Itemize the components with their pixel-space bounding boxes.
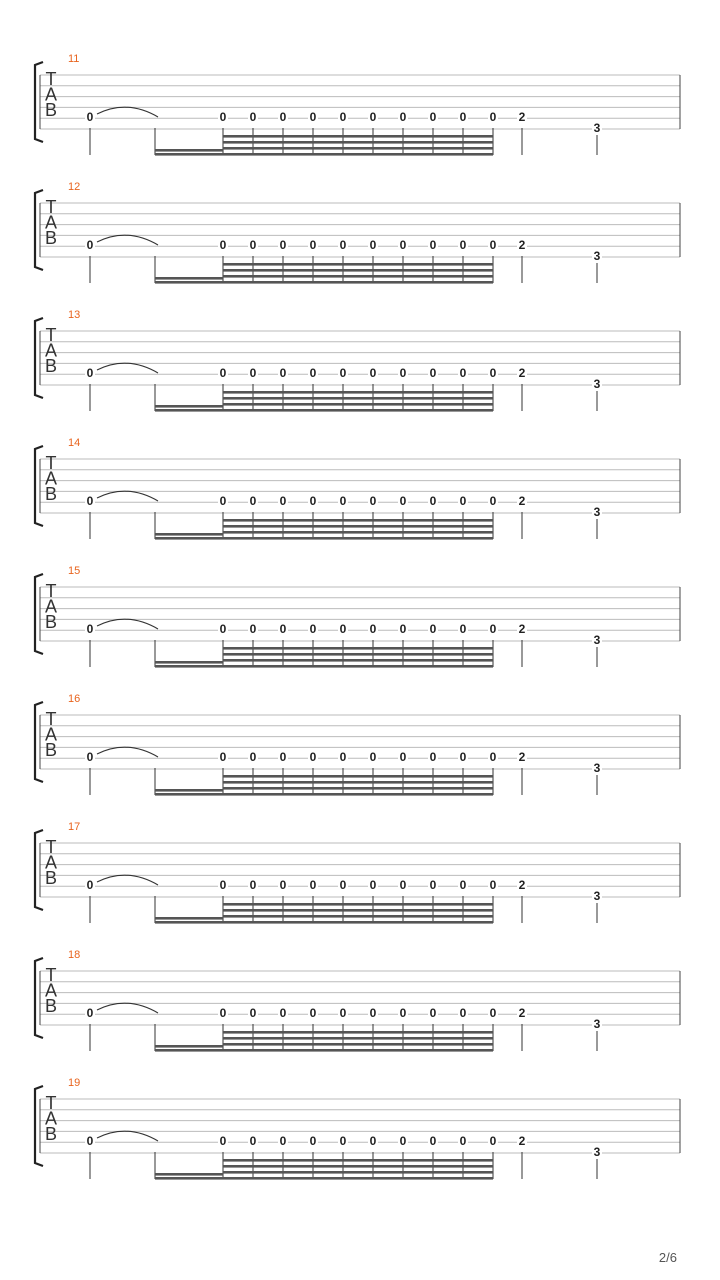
beam bbox=[155, 661, 223, 664]
fret-number: 0 bbox=[459, 622, 467, 636]
fret-number: 0 bbox=[429, 1134, 437, 1148]
fret-number: 0 bbox=[369, 878, 377, 892]
beam bbox=[155, 537, 223, 540]
fret-number: 0 bbox=[249, 1134, 257, 1148]
fret-number: 0 bbox=[459, 110, 467, 124]
system-bracket bbox=[35, 446, 43, 526]
fret-number: 0 bbox=[489, 1006, 497, 1020]
fret-number: 3 bbox=[593, 1017, 601, 1031]
tab-clef-letter: T bbox=[45, 965, 57, 985]
tie-arc bbox=[97, 875, 158, 885]
tab-clef-letter: A bbox=[44, 340, 58, 361]
fret-number: 0 bbox=[279, 1134, 287, 1148]
fret-number: 3 bbox=[593, 633, 601, 647]
fret-number: 0 bbox=[489, 110, 497, 124]
tie-arc bbox=[97, 1131, 158, 1141]
fret-number: 2 bbox=[518, 878, 526, 892]
beam bbox=[223, 263, 493, 266]
beam bbox=[155, 665, 223, 668]
beam bbox=[223, 519, 493, 522]
fret-number: 3 bbox=[593, 889, 601, 903]
beam bbox=[223, 141, 493, 144]
fret-number: 0 bbox=[249, 366, 257, 380]
beam bbox=[155, 149, 223, 152]
beam bbox=[223, 921, 493, 924]
beam bbox=[223, 391, 493, 394]
fret-number: 0 bbox=[309, 1134, 317, 1148]
fret-number: 0 bbox=[399, 110, 407, 124]
tie-arc bbox=[97, 747, 158, 757]
beam bbox=[223, 653, 493, 656]
tab-clef-letter: A bbox=[44, 84, 58, 105]
page-number: 2/6 bbox=[658, 1250, 677, 1265]
beam bbox=[223, 153, 493, 156]
fret-number: 0 bbox=[86, 622, 94, 636]
beam bbox=[223, 403, 493, 406]
tab-clef-letter: B bbox=[44, 1124, 58, 1144]
fret-number: 0 bbox=[309, 238, 317, 252]
tab-system bbox=[35, 309, 680, 412]
fret-number: 2 bbox=[518, 110, 526, 124]
beam bbox=[155, 1045, 223, 1048]
beam bbox=[223, 665, 493, 668]
fret-number: 0 bbox=[369, 238, 377, 252]
tab-clef-letter: T bbox=[45, 325, 57, 345]
tab-system bbox=[35, 693, 680, 796]
fret-number: 0 bbox=[86, 878, 94, 892]
fret-number: 0 bbox=[86, 494, 94, 508]
tab-clef-letter: A bbox=[44, 1108, 58, 1129]
fret-number: 0 bbox=[399, 1006, 407, 1020]
fret-number: 0 bbox=[219, 110, 227, 124]
tab-clef-letter: A bbox=[44, 212, 58, 233]
fret-number: 0 bbox=[279, 750, 287, 764]
fret-number: 0 bbox=[309, 1006, 317, 1020]
system-bracket bbox=[35, 574, 43, 654]
tab-clef-letter: A bbox=[44, 852, 58, 873]
beam bbox=[223, 793, 493, 796]
tie-arc bbox=[97, 363, 158, 373]
tab-clef-letter: T bbox=[45, 453, 57, 473]
fret-number: 3 bbox=[593, 505, 601, 519]
fret-number: 0 bbox=[219, 878, 227, 892]
fret-number: 0 bbox=[429, 110, 437, 124]
fret-number: 0 bbox=[339, 750, 347, 764]
beam bbox=[223, 647, 493, 650]
beam bbox=[223, 781, 493, 784]
beam bbox=[223, 269, 493, 272]
beam bbox=[155, 1177, 223, 1180]
tab-system bbox=[35, 1077, 680, 1180]
beam bbox=[223, 659, 493, 662]
fret-number: 0 bbox=[369, 1134, 377, 1148]
tie-arc bbox=[97, 1003, 158, 1013]
measure-number: 18 bbox=[68, 949, 81, 961]
beam bbox=[223, 281, 493, 284]
fret-number: 0 bbox=[459, 238, 467, 252]
beam bbox=[155, 281, 223, 284]
tab-system bbox=[35, 53, 680, 156]
beam bbox=[223, 1171, 493, 1174]
fret-number: 2 bbox=[518, 750, 526, 764]
beam bbox=[223, 1037, 493, 1040]
measure-number: 13 bbox=[68, 309, 81, 321]
fret-number: 0 bbox=[369, 494, 377, 508]
fret-number: 0 bbox=[249, 1006, 257, 1020]
fret-number: 0 bbox=[339, 110, 347, 124]
fret-number: 0 bbox=[219, 366, 227, 380]
fret-number: 0 bbox=[339, 622, 347, 636]
fret-number: 0 bbox=[339, 238, 347, 252]
tab-system bbox=[35, 565, 680, 668]
tab-clef-letter: T bbox=[45, 197, 57, 217]
fret-number: 0 bbox=[86, 110, 94, 124]
beam bbox=[223, 909, 493, 912]
fret-number: 2 bbox=[518, 366, 526, 380]
fret-number: 0 bbox=[249, 110, 257, 124]
fret-number: 0 bbox=[459, 366, 467, 380]
tab-system bbox=[35, 437, 680, 540]
fret-number: 0 bbox=[249, 622, 257, 636]
tab-system bbox=[35, 949, 680, 1052]
tab-clef-letter: B bbox=[44, 612, 58, 632]
fret-number: 0 bbox=[86, 1134, 94, 1148]
fret-number: 0 bbox=[219, 1134, 227, 1148]
fret-number: 0 bbox=[309, 494, 317, 508]
fret-number: 0 bbox=[249, 878, 257, 892]
fret-number: 0 bbox=[429, 750, 437, 764]
fret-number: 0 bbox=[339, 366, 347, 380]
fret-number: 0 bbox=[369, 110, 377, 124]
beam bbox=[155, 793, 223, 796]
system-bracket bbox=[35, 830, 43, 910]
fret-number: 0 bbox=[489, 1134, 497, 1148]
fret-number: 0 bbox=[369, 622, 377, 636]
measure-number: 11 bbox=[68, 53, 80, 65]
fret-number: 0 bbox=[279, 878, 287, 892]
tab-clef-letter: T bbox=[45, 1093, 57, 1113]
fret-number: 0 bbox=[489, 494, 497, 508]
tab-clef-letter: A bbox=[44, 724, 58, 745]
tie-arc bbox=[97, 235, 158, 245]
tab-clef-letter: B bbox=[44, 484, 58, 504]
beam bbox=[223, 409, 493, 412]
tab-system bbox=[35, 181, 680, 284]
tab-clef-letter: B bbox=[44, 868, 58, 888]
beam bbox=[223, 1043, 493, 1046]
tie-arc bbox=[97, 491, 158, 501]
fret-number: 0 bbox=[399, 238, 407, 252]
tab-clef-letter: A bbox=[44, 468, 58, 489]
fret-number: 2 bbox=[518, 1006, 526, 1020]
fret-number: 0 bbox=[249, 750, 257, 764]
measure-number: 15 bbox=[68, 565, 81, 577]
tab-clef-letter: T bbox=[45, 837, 57, 857]
fret-number: 3 bbox=[593, 249, 601, 263]
fret-number: 0 bbox=[459, 494, 467, 508]
fret-number: 0 bbox=[399, 622, 407, 636]
tab-clef-letter: A bbox=[44, 980, 58, 1001]
fret-number: 0 bbox=[219, 238, 227, 252]
fret-number: 0 bbox=[86, 366, 94, 380]
fret-number: 0 bbox=[429, 622, 437, 636]
beam bbox=[223, 525, 493, 528]
fret-number: 0 bbox=[429, 1006, 437, 1020]
system-bracket bbox=[35, 1086, 43, 1166]
beam bbox=[223, 1159, 493, 1162]
measure-number: 14 bbox=[68, 437, 81, 449]
fret-number: 0 bbox=[429, 366, 437, 380]
system-bracket bbox=[35, 62, 43, 142]
fret-number: 2 bbox=[518, 494, 526, 508]
fret-number: 0 bbox=[459, 1006, 467, 1020]
fret-number: 0 bbox=[219, 622, 227, 636]
fret-number: 0 bbox=[429, 238, 437, 252]
beam bbox=[155, 1173, 223, 1176]
fret-number: 0 bbox=[489, 878, 497, 892]
measure-number: 19 bbox=[68, 1077, 81, 1089]
fret-number: 0 bbox=[429, 878, 437, 892]
fret-number: 0 bbox=[279, 238, 287, 252]
measure-number: 16 bbox=[68, 693, 81, 705]
beam bbox=[155, 917, 223, 920]
fret-number: 3 bbox=[593, 377, 601, 391]
fret-number: 0 bbox=[369, 1006, 377, 1020]
beam bbox=[155, 1049, 223, 1052]
fret-number: 0 bbox=[489, 750, 497, 764]
tab-clef-letter: B bbox=[44, 228, 58, 248]
fret-number: 3 bbox=[593, 761, 601, 775]
fret-number: 2 bbox=[518, 238, 526, 252]
fret-number: 0 bbox=[369, 366, 377, 380]
fret-number: 0 bbox=[399, 878, 407, 892]
fret-number: 3 bbox=[593, 1145, 601, 1159]
tab-clef-letter: B bbox=[44, 100, 58, 120]
fret-number: 0 bbox=[309, 366, 317, 380]
fret-number: 2 bbox=[518, 1134, 526, 1148]
system-bracket bbox=[35, 190, 43, 270]
beam bbox=[155, 533, 223, 536]
fret-number: 0 bbox=[429, 494, 437, 508]
beam bbox=[223, 787, 493, 790]
tab-clef-letter: A bbox=[44, 596, 58, 617]
beam bbox=[223, 1165, 493, 1168]
measure-number: 17 bbox=[68, 821, 81, 833]
beam bbox=[223, 1049, 493, 1052]
fret-number: 0 bbox=[489, 238, 497, 252]
fret-number: 0 bbox=[309, 750, 317, 764]
fret-number: 0 bbox=[249, 494, 257, 508]
tab-clef-letter: T bbox=[45, 709, 57, 729]
fret-number: 0 bbox=[279, 622, 287, 636]
fret-number: 0 bbox=[339, 1006, 347, 1020]
fret-number: 0 bbox=[339, 494, 347, 508]
fret-number: 0 bbox=[279, 366, 287, 380]
fret-number: 0 bbox=[459, 878, 467, 892]
fret-number: 0 bbox=[219, 750, 227, 764]
tie-arc bbox=[97, 107, 158, 117]
fret-number: 0 bbox=[339, 1134, 347, 1148]
tab-clef-letter: B bbox=[44, 740, 58, 760]
fret-number: 0 bbox=[369, 750, 377, 764]
fret-number: 0 bbox=[86, 750, 94, 764]
beam bbox=[223, 775, 493, 778]
beam bbox=[223, 903, 493, 906]
beam bbox=[155, 277, 223, 280]
beam bbox=[223, 397, 493, 400]
fret-number: 0 bbox=[399, 750, 407, 764]
tie-arc bbox=[97, 619, 158, 629]
tab-clef-letter: B bbox=[44, 996, 58, 1016]
tab-system bbox=[35, 821, 680, 924]
tab-clef-letter: T bbox=[45, 581, 57, 601]
fret-number: 0 bbox=[339, 878, 347, 892]
fret-number: 0 bbox=[399, 494, 407, 508]
fret-number: 0 bbox=[309, 110, 317, 124]
fret-number: 0 bbox=[489, 622, 497, 636]
beam bbox=[223, 531, 493, 534]
fret-number: 0 bbox=[86, 1006, 94, 1020]
beam bbox=[155, 153, 223, 156]
beam bbox=[223, 537, 493, 540]
measure-number: 12 bbox=[68, 181, 81, 193]
fret-number: 0 bbox=[219, 494, 227, 508]
system-bracket bbox=[35, 318, 43, 398]
tab-clef-letter: B bbox=[44, 356, 58, 376]
fret-number: 0 bbox=[399, 1134, 407, 1148]
beam bbox=[155, 921, 223, 924]
system-bracket bbox=[35, 958, 43, 1038]
fret-number: 0 bbox=[489, 366, 497, 380]
fret-number: 0 bbox=[279, 1006, 287, 1020]
fret-number: 0 bbox=[399, 366, 407, 380]
beam bbox=[223, 275, 493, 278]
beam bbox=[223, 147, 493, 150]
fret-number: 0 bbox=[309, 622, 317, 636]
beam bbox=[155, 405, 223, 408]
fret-number: 0 bbox=[249, 238, 257, 252]
fret-number: 0 bbox=[279, 110, 287, 124]
fret-number: 3 bbox=[593, 121, 601, 135]
fret-number: 0 bbox=[459, 1134, 467, 1148]
fret-number: 0 bbox=[309, 878, 317, 892]
beam bbox=[223, 1031, 493, 1034]
fret-number: 2 bbox=[518, 622, 526, 636]
beam bbox=[223, 135, 493, 138]
beam bbox=[223, 915, 493, 918]
fret-number: 0 bbox=[86, 238, 94, 252]
beam bbox=[155, 409, 223, 412]
fret-number: 0 bbox=[219, 1006, 227, 1020]
fret-number: 0 bbox=[459, 750, 467, 764]
fret-number: 0 bbox=[279, 494, 287, 508]
beam bbox=[223, 1177, 493, 1180]
system-bracket bbox=[35, 702, 43, 782]
tab-clef-letter: T bbox=[45, 69, 57, 89]
beam bbox=[155, 789, 223, 792]
